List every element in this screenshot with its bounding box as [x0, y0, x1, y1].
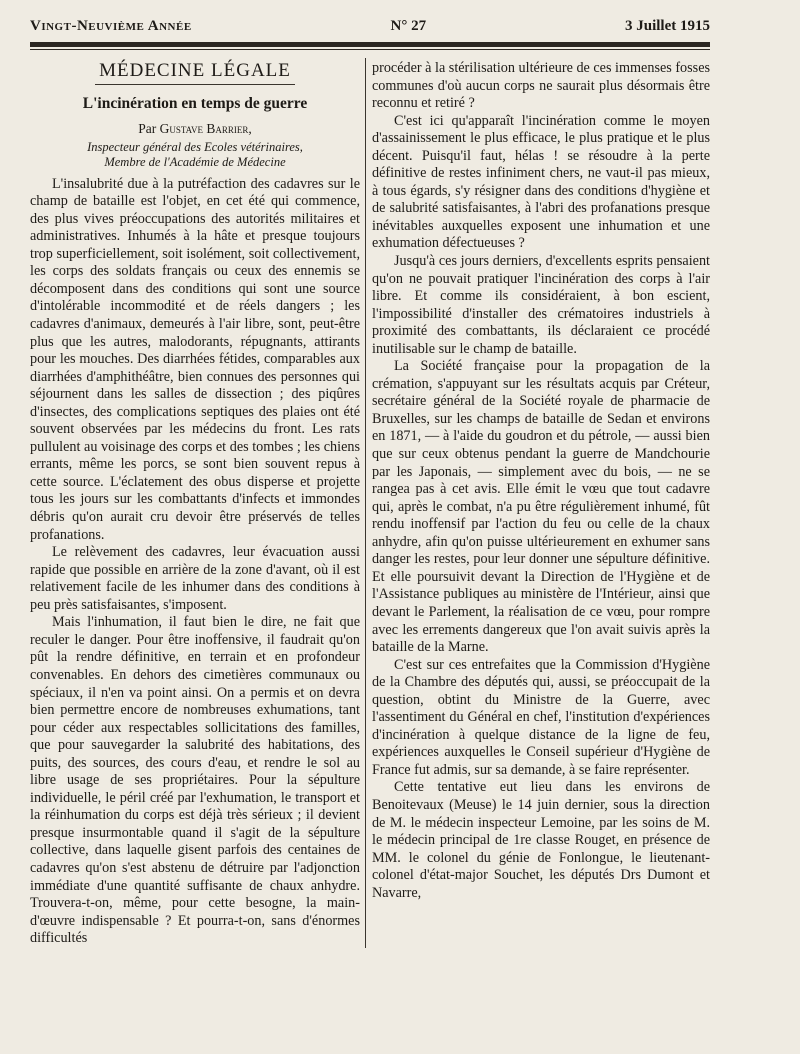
paragraph: Jusqu'à ces jours derniers, d'excellents esprits pensaient qu'on ne pouvait pratiquer l'incinération des corps à l'air libre. Et comme ils considéraient, à bon escient, l'impossibilité d'installer des crématoires industriels à proximité des combattants, ils déclaraient ce procédé inutilisable sur le champ de bataille. — [372, 253, 710, 357]
paragraph: C'est ici qu'apparaît l'incinération comme le moyen d'assainissement le plus efficace, le plus pratique et le plus décent. Puisqu'il faut, hélas ! se résoudre à la perte définitive de restes infiniment chers, ne vaut-il pas mieux, à tous égards, s'y résigner dans des conditions d'hygiène et de salubrité satisfaisantes, à l'abri des profanations presque inévitables auxquelles exposent une inhumation et une exhumation défectueuses ? — [372, 112, 710, 252]
issue-number: N° 27 — [390, 18, 427, 34]
paragraph: Cette tentative eut lieu dans les environs de Benoitevaux (Meuse) le 14 juin dernier, sous la direction de M. le médecin inspecteur Lemoine, par les soins de M. le médecin principal de 1re classe Rouget, en présence de MM. le colonel du génie de Fonlongue, le lieutenant-colonel d'état-major Souchet, les députés Drs Dumont et Navarre, — [372, 779, 710, 901]
running-header — [30, 18, 710, 38]
volume-year: Vingt-Neuvième Année — [30, 18, 192, 34]
section-title: MÉDECINE LÉGALE — [99, 60, 291, 81]
paragraph: C'est sur ces entrefaites que la Commission d'Hygiène de la Chambre des députés qui, aussi, se préoccupait de la question, obtint du Ministre de la Guerre, avec l'assentiment du Général en chef, l'institution d'expériences d'incinération à quelque distance de la ligne de feu, expériences auxquelles le Conseil supérieur d'Hygiène de France fut admis, sur sa demande, à se faire représenter. — [372, 656, 710, 778]
paragraph: procéder à la stérilisation ultérieure de ces immenses fosses communes d'où aucun corps ne saurait plus désormais être reconnu et retiré ? — [372, 60, 711, 112]
issue-date: 3 Juillet 1915 — [625, 18, 710, 34]
left-column — [30, 60, 360, 948]
author-affiliation-2: Membre de l'Académie de Médecine — [104, 154, 286, 169]
paragraph: L'insalubrité due à la putréfaction des cadavres sur le champ de bataille est l'objet, en cet été qui commence, des plus vives préoccupations des autorités militaires et administratives. Inhumés à la hâte et presque toujours trop superficiellement, soit isolément, soit collectivement, les corps des soldats français ou ceux des ennemis se décomposent dans des conditions qui sont une source d'intolérable incommodité et de réels dangers ; les cadavres d'animaux, demeurés à l'air libre, sont, peut-être plus que les autres, malodorants, répugnants, attirants pour les mouches. Des diarrhées fétides, comparables aux diarrhées d'amphithéâtre, bien connues des personnes qui séjournent dans les salles de dissection ; des piqûres d'insectes, des complications septiques des plaies ont été souvent observées par les médecins du front. Les rats pullulent au voisinage des corps et des tombes ; les chiens errants, même les porcs, se sont bien souvent repus à cette source. L'éclatement des obus disperse et projette tous les jours sur les combattants d'infects et immondes débris qu'on aurait cru devoir être préservés de telles profanations. — [30, 175, 360, 543]
header-rule-thin — [30, 49, 710, 50]
paragraph: Mais l'inhumation, il faut bien le dire, ne fait que reculer le danger. Pour être inoffensive, il faudrait qu'on pût la rendre définitive, en terrain et en profondeur convenables. En dehors des cimetières communaux ou spéciaux, il n'en va point ainsi. On a permis et on devra bien permettre encore de nombreuses exhumations, tant pour céder aux respectables sollicitations des familles, que pour sauvegarder la salubrité des habitations, des puits, des sources, des cours d'eau, et rendre le sol au libre usage de ses propriétaires. Pour la sépulture individuelle, le péril créé par l'exhumation, le transport et la réinhumation du corps est déjà très sérieux ; il devient presque insurmontable quand il s'agit de la sépulture collective, dans laquelle gisent parfois des centaines de cadavres qu'on s'est abstenu de détruire par l'adjonction immédiate d'une quantité suffisante de chaux anhydre. Trouvera-t-on, même, pour cette besogne, la main-d'œuvre indispensable ? Et pourra-t-on, sans d'énormes difficultés — [30, 614, 360, 947]
byline — [30, 120, 360, 138]
article-title: L'incinération en temps de guerre — [82, 94, 308, 112]
author-name: Gustave Barrier, — [159, 121, 252, 137]
column-divider — [365, 58, 366, 948]
right-column — [372, 60, 710, 902]
paragraph: Le relèvement des cadavres, leur évacuation aussi rapide que possible en arrière de la zone d'avant, où il est relativement facile de les inhumer dans des conditions à peu près satisfaisantes, s'imposent. — [30, 544, 360, 613]
header-rule-thick — [30, 42, 710, 47]
byline-prefix: Par — [138, 121, 157, 137]
paragraph: La Société française pour la propagation de la crémation, s'appuyant sur les résultats acquis par Créteur, secrétaire général de la Société royale de pharmacie de Bruxelles, sur les champs de bataille de Sedan et environs en 1871, — à l'aide du goudron et du pétrole, — aussi bien que sur ceux obtenus pendant la guerre de Mandchourie par les Japonais, — simplement avec du bois, — ne se rangea pas à cet avis. Elle émit le vœu que tout cadavre qui, après le combat, n'a pu être régulièrement inhumé, fût rendu inoffensif par l'action du feu ou celle de la chaux anhydre, afin qu'on puisse ultérieurement en exhumer sans danger les restes, pour leur donner une sépulture définitive. Et elle poursuivit devant la Direction de l'Hygiène et de l'Assistance publiques au ministère de l'Intérieur, ainsi que devant le Parlement, la réalisation de ce vœu, pour rompre avec les errements dangereux que l'on avait suivis après la bataille de la Marne. — [372, 358, 710, 656]
author-affiliation-1: Inspecteur général des Ecoles vétérinaires, — [87, 139, 303, 154]
section-title-underline — [95, 84, 295, 85]
